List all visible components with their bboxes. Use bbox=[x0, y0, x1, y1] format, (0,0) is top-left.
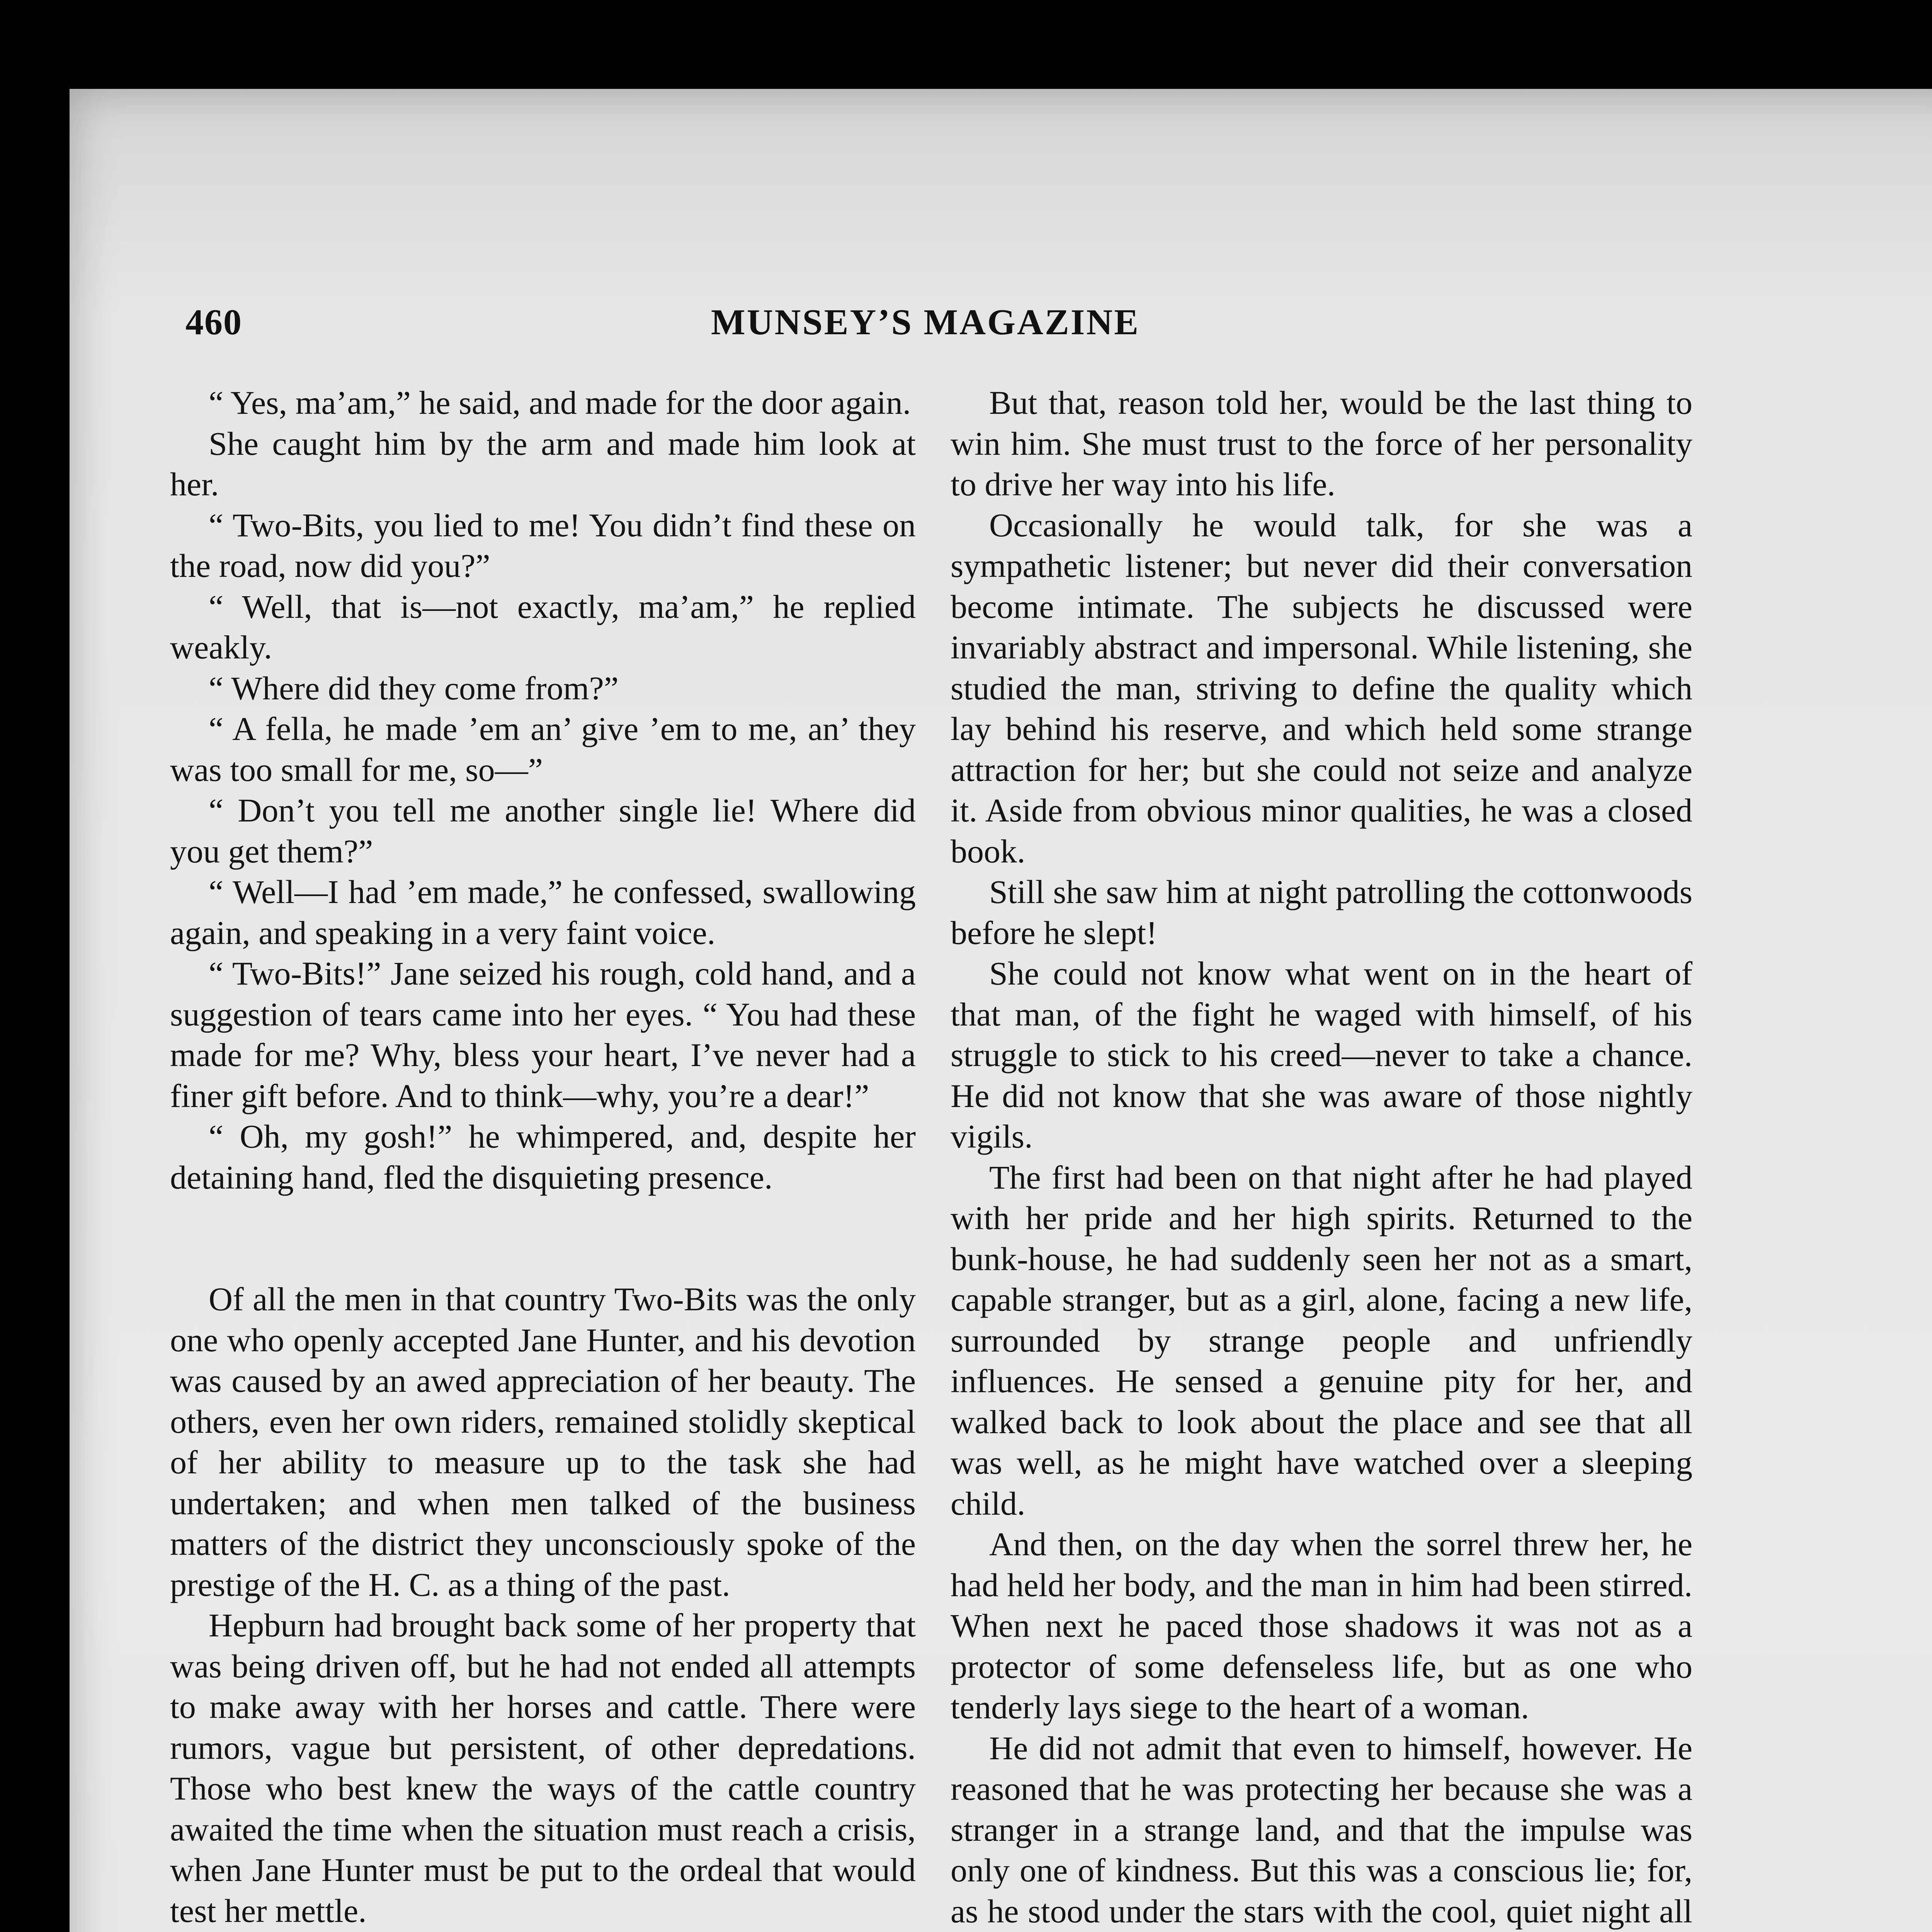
paragraph: “ Well, that is—not exactly, ma’am,” he replied weakly. bbox=[170, 588, 916, 666]
page-number: 460 bbox=[185, 302, 242, 342]
paragraph: “ Two-Bits, you lied to me! You didn’t find these on the road, now did you?” bbox=[170, 506, 916, 584]
paragraph: He did not admit that even to himself, however. He reasoned that he was protecting her because she was a stranger in a strange land, and that the impulse was only one of kindness. But this was a conscious lie; for, as he stood under the stars with the cool, quiet night all bbox=[951, 1729, 1692, 1930]
paragraph: “ A fella, he made ’em an’ give ’em to me, an’ they was too small for me, so—” bbox=[170, 710, 916, 788]
paragraph: “ Yes, ma’am,” he said, and made for the door again. bbox=[209, 384, 911, 421]
paragraph: Hepburn had brought back some of her property that was being driven off, but he had not ended all attempts to make away with her horses and cattle. There were rumors, vague but persistent, of other depredations. Those who best knew the ways of the cattle country awaited the time when the situation must reach a crisis, when Jane Hunter must be put to the ordeal that would test her mettle. bbox=[170, 1607, 916, 1929]
paragraph: Still she saw him at night patrolling the cottonwoods before he slept! bbox=[951, 873, 1692, 951]
paragraph: The first had been on that night after he had played with her pride and her high spirits. Returned to the bunk-house, he had suddenly seen her not as a smart, capable stranger, but as a girl, alone, facing a new life, surrounded by strange people and unfriendly influences. He sensed a genuine pity for her, and walked back to look about the place and see that all was well, as he might have watched over a sleeping child. bbox=[951, 1158, 1692, 1522]
paragraph: But that, reason told her, would be the last thing to win him. She must trust to the force of her personality to drive her way into his life. bbox=[951, 384, 1692, 503]
paragraph: “ Well—I had ’em made,” he confessed, swallowing again, and speaking in a very faint voice. bbox=[170, 873, 916, 951]
right-column bbox=[951, 383, 1692, 1932]
paragraph: She caught him by the arm and made him look at her. bbox=[170, 425, 916, 503]
paragraph: Occasionally he would talk, for she was a sympathetic listener; but never did their conversation become intimate. The subjects he discussed were invariably abstract and impersonal. While listening, she studied the man, striving to define the quality which lay behind his reserve, and which held some strange attraction for her; but she could not seize and analyze it. Aside from obvious minor qualities, he was a closed book. bbox=[951, 506, 1692, 870]
paragraph: “ Oh, my gosh!” he whimpered, and, despite her detaining hand, fled the disquieting presence. bbox=[170, 1118, 916, 1196]
running-head: MUNSEY’S MAGAZINE bbox=[711, 302, 1140, 342]
page-header bbox=[185, 301, 1824, 355]
paragraph: She could not know what went on in the heart of that man, of the fight he waged with himself, of his struggle to stick to his creed—never to take a chance. He did not know that she was aware of those nightly vigils. bbox=[951, 955, 1692, 1155]
left-column bbox=[170, 383, 916, 1932]
paragraph: Of all the men in that country Two-Bits was the only one who openly accepted Jane Hunter, and his devotion was caused by an awed appreciation of her beauty. The others, even her own riders, remained stolidly skeptical of her ability to measure up to the task she had undertaken; and when men talked of the business matters of the district they unconsciously spoke of the prestige of the H. C. as a thing of the past. bbox=[170, 1281, 916, 1603]
paragraph: “ Don’t you tell me another single lie! Where did you get them?” bbox=[170, 792, 916, 870]
paragraph: “ Where did they come from?” bbox=[209, 669, 619, 707]
paragraph: And then, on the day when the sorrel threw her, he had held her body, and the man in him had been stirred. When next he paced those shadows it was not as a protector of some defenseless life, but as one who tenderly lays siege to the heart of a woman. bbox=[951, 1526, 1692, 1726]
paragraph: “ Two-Bits!” Jane seized his rough, cold hand, and a suggestion of tears came into her eyes. “ You had these made for me? Why, bless your heart, I’ve never had a finer gift before. And to think—why, you’re a dear!” bbox=[170, 955, 916, 1114]
